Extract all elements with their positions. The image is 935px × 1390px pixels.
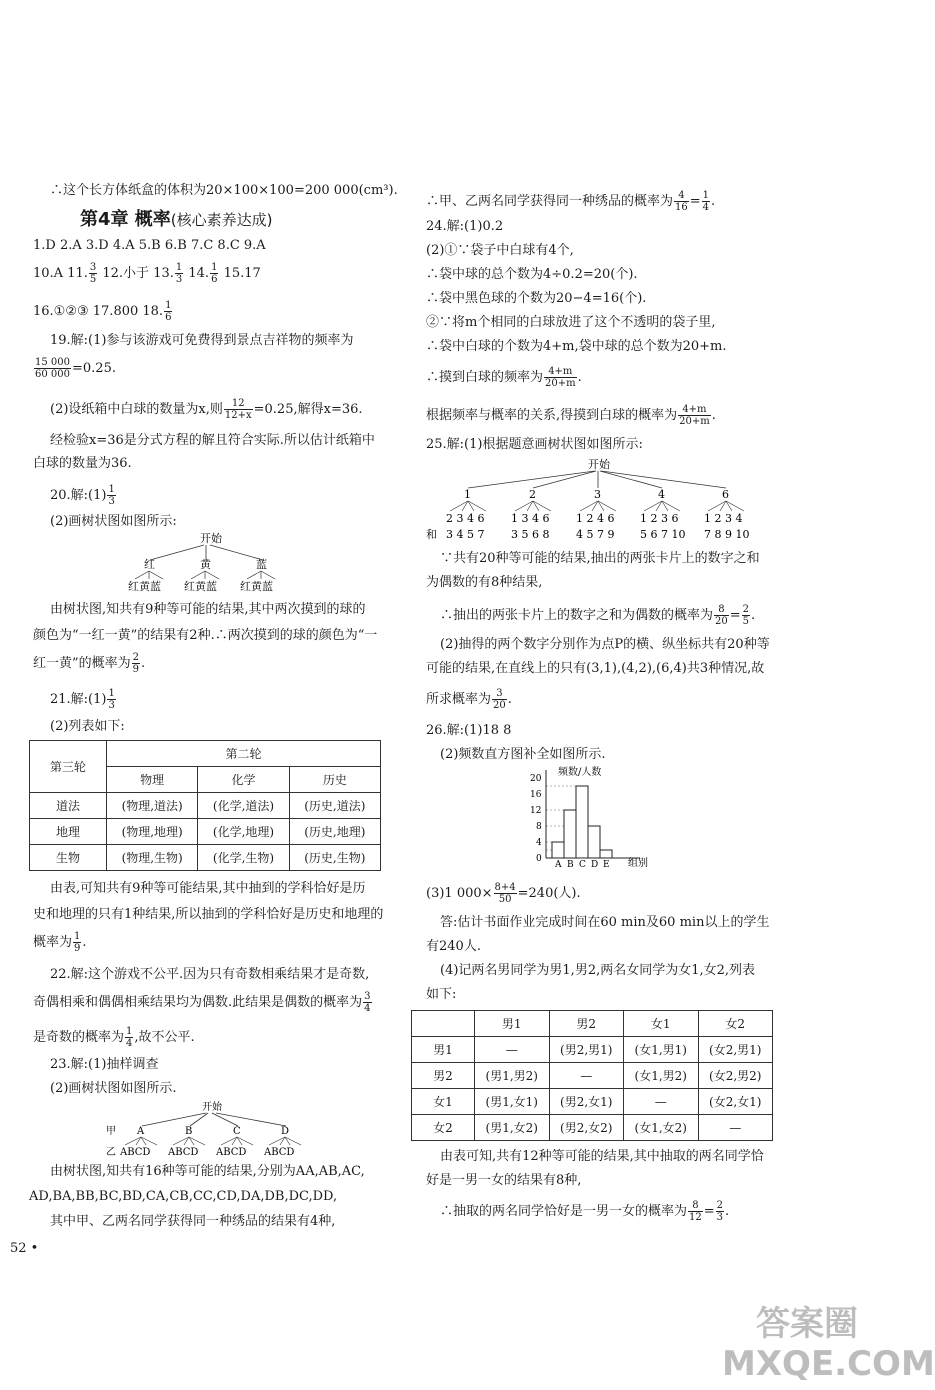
table-cell: (男1,女2) [475, 1115, 550, 1141]
fraction: $\frac{3}{4}$ [364, 991, 371, 1014]
q24-line8: 根据频率与概率的关系,得摸到白球的概率为 $\frac{4+m}{20+m}$ . [426, 404, 716, 427]
q26-line2: (2)频数直方图补全如图所示. [440, 747, 606, 762]
table-cell: — [624, 1089, 699, 1115]
histogram-chart [520, 762, 660, 870]
x-tick-label: E [603, 860, 610, 870]
tree-node: 6 [722, 488, 729, 501]
q21-line2: (2)列表如下: [50, 719, 125, 734]
table-21 [29, 740, 381, 871]
table-cell: — [698, 1115, 773, 1141]
tree-node: 3 [594, 488, 601, 501]
fraction: $\frac{1}{6}$ [211, 262, 218, 285]
table-cell: (历史,生物) [289, 845, 380, 871]
col-header: 女1 [624, 1011, 699, 1037]
y-axis-label: 频数/人数 [558, 767, 602, 778]
tree-sums: 3 5 6 8 [511, 528, 550, 541]
tree-leaves: 1 3 4 6 [511, 512, 550, 525]
table-cell: (物理,道法) [107, 793, 198, 819]
q20-line1: 20.解:(1) $\frac{1}{3}$ [50, 484, 115, 507]
q25-line6: 可能的结果,在直线上的只有(3,1),(4,2),(6,4)共3种情况,故 [426, 661, 765, 676]
x-tick-label: D [591, 860, 599, 870]
col-header: 历史 [289, 767, 380, 793]
tree-leaves: 红黄蓝 [128, 580, 161, 593]
fraction: $\frac{2}{9}$ [132, 652, 140, 675]
ans-15: 15.17 [219, 266, 261, 281]
q24-line4: ∴袋中黑色球的个数为20−4=16(个). [426, 291, 647, 306]
fraction: $\frac{8+4}{50}$ [494, 882, 516, 905]
tree-sums: 7 8 9 10 [704, 528, 750, 541]
q26-line6: (4)记两名男同学为男1,男2,两名女同学为女1,女2,列表 [440, 963, 756, 978]
y-tick-label: 20 [530, 774, 542, 784]
tree-diagram-25 [420, 456, 770, 542]
tree-node: 1 [464, 488, 471, 501]
table-cell: (男2,女1) [549, 1089, 624, 1115]
tree-leaves: ABCD [264, 1147, 295, 1158]
row-header: 生物 [30, 845, 107, 871]
table-cell: (女1,男1) [624, 1037, 699, 1063]
ans-14: 14. [184, 266, 210, 281]
table-26 [411, 1010, 773, 1141]
ans-10-11: 10.A 11. [33, 266, 88, 281]
q21-line1: 21.解:(1) $\frac{1}{3}$ [50, 688, 115, 711]
fraction: $\frac{1}{9}$ [74, 931, 81, 954]
table-cell: (男2,男1) [549, 1037, 624, 1063]
table-cell: — [549, 1063, 624, 1089]
q26-line4: 答:估计书面作业完成时间在60 min及60 min以上的学生 [440, 915, 770, 930]
fraction: $\frac{8}{12}$ [689, 1200, 702, 1223]
table-cell: — [475, 1037, 550, 1063]
table-corner [412, 1011, 475, 1037]
tree-diagram-20 [120, 530, 300, 594]
ans-12-13: 12.小于 13. [98, 266, 174, 281]
ans-16-18: 16.①②③ 17.800 18. [33, 304, 164, 319]
tree-sums: 4 5 7 9 [576, 528, 615, 541]
table-cell: (女2,男1) [698, 1037, 773, 1063]
answers-row-1: 1.D 2.A 3.D 4.A 5.B 6.B 7.C 8.C 9.A [33, 238, 266, 253]
q21-line3: 由表,可知共有9种等可能结果,其中抽到的学科恰好是历 [50, 881, 366, 896]
q26-line3: (3)1 000× $\frac{8+4}{50}$ =240(人). [426, 882, 581, 905]
fraction: $\frac{3}{20}$ [493, 688, 506, 711]
q19-line3: (2)设纸箱中白球的数量为x,则 $\frac{12}{12+x}$ =0.25,解得x=36. [50, 398, 363, 421]
tree-label-yi: 乙 [106, 1147, 116, 1158]
q26-line8: 由表可知,共有12种等可能的结果,其中抽取的两名同学恰 [440, 1149, 764, 1164]
tree-leaves: ABCD [168, 1147, 199, 1158]
q22-line3: 是奇数的概率为 $\frac{1}{4}$ ,故不公平. [33, 1026, 195, 1049]
tree-start: 开始 [200, 532, 222, 545]
tree-node: D [281, 1126, 290, 1137]
fraction: $\frac{2}{3}$ [716, 1200, 724, 1223]
sum-label: 和 [426, 528, 437, 541]
q23-line1: 23.解:(1)抽样调查 [50, 1057, 159, 1072]
page-number: 52 • [10, 1241, 39, 1256]
q25-line5: (2)抽得的两个数字分别作为点P的横、纵坐标共有20种等 [440, 637, 770, 652]
q26-line10: ∴抽取的两名同学恰好是一男一女的概率为 $\frac{8}{12}$ = $\frac{2}{3}$ . [440, 1200, 730, 1223]
answers-row-3 [33, 300, 173, 323]
q24-line7: ∴摸到白球的频率为 $\frac{4+m}{20+m}$ . [426, 366, 582, 389]
tree-leaves: 红黄蓝 [184, 580, 217, 593]
x-axis-label: 组别 [628, 858, 648, 869]
col-header: 男1 [475, 1011, 550, 1037]
fraction: $\frac{1}{4}$ [126, 1026, 133, 1049]
table-cell: (历史,道法) [289, 793, 380, 819]
table-cell: (男1,男2) [475, 1063, 550, 1089]
table-cell: (女2,女1) [698, 1089, 773, 1115]
chapter-title [80, 208, 273, 232]
q21-line5: 概率为 $\frac{1}{9}$ . [33, 931, 87, 954]
q25-line1: 25.解:(1)根据题意画树状图如图所示: [426, 437, 643, 452]
tree-leaves: 1 2 3 6 [640, 512, 679, 525]
fraction: $\frac{1}{6}$ [165, 300, 172, 323]
q22-line2: 奇偶相乘和偶偶相乘结果均为偶数.此结果是偶数的概率为 $\frac{3}{4}$ [33, 991, 371, 1014]
tree-node: 蓝 [256, 558, 267, 571]
q24-line2: (2)①∵袋子中白球有4个, [426, 243, 574, 258]
x-tick-label: C [579, 860, 586, 870]
col-header: 物理 [107, 767, 198, 793]
fraction: $\frac{12}{12+x}$ [224, 398, 252, 421]
tree-node: 2 [529, 488, 536, 501]
y-tick-label: 16 [530, 790, 542, 800]
tree-node: 4 [658, 488, 665, 501]
table-cell: (男2,女2) [549, 1115, 624, 1141]
q22-line1: 22.解:这个游戏不公平.因为只有奇数相乘结果才是奇数, [50, 967, 370, 982]
chapter-title-sub: (核心素养达成) [170, 211, 273, 229]
table-corner: 第三轮 [30, 741, 107, 793]
tree-leaves: 1 2 3 4 [704, 512, 743, 525]
q24-line3: ∴袋中球的总个数为4÷0.2=20(个). [426, 267, 638, 282]
q19-line5: 白球的数量为36. [33, 456, 132, 471]
y-tick-label: 0 [536, 854, 542, 864]
table-cell: (女1,女2) [624, 1115, 699, 1141]
fraction: $\frac{15 000}{60 000}$ [35, 357, 70, 380]
q23-line3: 由树状图,知共有16种等可能的结果,分别为AA,AB,AC, [50, 1164, 365, 1179]
col-header: 化学 [198, 767, 289, 793]
table-top-header: 第二轮 [107, 741, 381, 767]
col-header: 男2 [549, 1011, 624, 1037]
table-cell: (历史,地理) [289, 819, 380, 845]
tree-leaves: 1 2 4 6 [576, 512, 615, 525]
q21-line4: 史和地理的只有1种结果,所以抽到的学科恰好是历史和地理的 [33, 907, 384, 922]
tree-leaves: 2 3 4 6 [446, 512, 485, 525]
fraction: $\frac{1}{4}$ [702, 190, 710, 213]
tree-leaves: ABCD [216, 1147, 247, 1158]
y-tick-label: 12 [530, 806, 542, 816]
q24-line1: 24.解:(1)0.2 [426, 219, 504, 234]
tree-label-jia: 甲 [106, 1126, 116, 1137]
x-tick-label: A [555, 860, 562, 870]
q19-line2: $\frac{15 000}{60 000}$ =0.25. [35, 357, 116, 380]
watermark: 答案圈 MXQE.COM [722, 1304, 935, 1384]
fraction: $\frac{1}{3}$ [108, 484, 115, 507]
fraction: $\frac{8}{20}$ [715, 604, 728, 627]
tree-sums: 3 4 5 7 [446, 528, 485, 541]
q19-line1: 19.解:(1)参与该游戏可免费得到景点吉祥物的频率为 [50, 333, 354, 348]
tree-node: 红 [144, 558, 155, 571]
q25-line3: 为偶数的有8种结果, [426, 575, 543, 590]
fraction: $\frac{4+m}{20+m}$ [545, 366, 576, 389]
row-header: 男1 [412, 1037, 475, 1063]
q24-line5: ②∵将m个相同的白球放进了这个不透明的袋子里, [426, 315, 716, 330]
answers-row-2 [33, 262, 261, 285]
tree-leaves: 红黄蓝 [240, 580, 273, 593]
table-cell: (男1,女1) [475, 1089, 550, 1115]
q26-line5: 有240人. [426, 939, 481, 954]
tree-node: 黄 [200, 558, 211, 571]
q20-line4: 颜色为“一红一黄”的结果有2种.∴两次摸到的球的颜色为“一 [33, 628, 378, 643]
q25-line7: 所求概率为 $\frac{3}{20}$ . [426, 688, 512, 711]
q25-line4: ∴抽出的两张卡片上的数字之和为偶数的概率为 $\frac{8}{20}$ = $\frac{2}{5}$ . [440, 604, 756, 627]
table-cell: (物理,生物) [107, 845, 198, 871]
q19-line4: 经检验x=36是分式方程的解且符合实际.所以估计纸箱中 [50, 433, 375, 448]
q20-line5: 红一黄”的概率为 $\frac{2}{9}$ . [33, 652, 146, 675]
fraction: $\frac{1}{3}$ [175, 262, 183, 285]
bar-E [600, 850, 612, 858]
table-cell: (女1,男2) [624, 1063, 699, 1089]
q20-line3: 由树状图,知共有9种等可能的结果,其中两次摸到的球的 [50, 602, 366, 617]
fraction: $\frac{4}{16}$ [675, 190, 688, 213]
fraction: $\frac{1}{3}$ [108, 688, 115, 711]
bar-C [576, 786, 588, 858]
table-cell: (物理,地理) [107, 819, 198, 845]
table-cell: (化学,道法) [198, 793, 289, 819]
tree-sums: 5 6 7 10 [640, 528, 686, 541]
fraction: $\frac{4+m}{20+m}$ [679, 404, 710, 427]
bar-D [588, 826, 600, 858]
tree-start: 开始 [202, 1102, 222, 1113]
volume-line: ∴这个长方体纸盒的体积为20×100×100=200 000(cm³). [50, 183, 398, 198]
q26-line9: 好是一男一女的结果有8种, [426, 1173, 582, 1188]
bar-B [564, 810, 576, 858]
fraction: $\frac{2}{5}$ [742, 604, 750, 627]
tree-node: C [233, 1126, 241, 1137]
x-tick-label: B [567, 860, 574, 870]
bar-A [552, 842, 564, 858]
tree-diagram-23 [98, 1098, 318, 1158]
table-cell: (女2,男2) [698, 1063, 773, 1089]
chapter-title-main: 第4章 概率 [80, 209, 171, 230]
q23-line2: (2)画树状图如图所示. [50, 1081, 177, 1096]
q23-line5: 其中甲、乙两名同学获得同一种绣品的结果有4种, [50, 1214, 336, 1229]
q24-line6: ∴袋中白球的个数为4+m,袋中球的总个数为20+m. [426, 339, 727, 354]
q26-line1: 26.解:(1)18 8 [426, 723, 512, 738]
y-tick-label: 8 [536, 822, 542, 832]
row-header: 道法 [30, 793, 107, 819]
row-header: 男2 [412, 1063, 475, 1089]
tree-node: A [137, 1126, 145, 1137]
row-header: 女1 [412, 1089, 475, 1115]
q26-line7: 如下: [426, 987, 457, 1002]
table-cell: (化学,生物) [198, 845, 289, 871]
col-header: 女2 [698, 1011, 773, 1037]
fraction: $\frac{3}{5}$ [89, 262, 97, 285]
row-header: 女2 [412, 1115, 475, 1141]
q23-line4: AD,BA,BB,BC,BD,CA,CB,CC,CD,DA,DB,DC,DD, [29, 1189, 338, 1204]
q20-line2: (2)画树状图如图所示: [50, 514, 177, 529]
tree-node: B [185, 1126, 193, 1137]
table-cell: (化学,地理) [198, 819, 289, 845]
row-header: 地理 [30, 819, 107, 845]
y-tick-label: 4 [536, 838, 542, 848]
tree-start: 开始 [588, 458, 610, 471]
tree-leaves: ABCD [120, 1147, 151, 1158]
r-line0: ∴甲、乙两名同学获得同一种绣品的概率为 $\frac{4}{16}$ = $\frac{1}{4}$ . [426, 190, 716, 213]
q25-line2: ∵共有20种等可能的结果,抽出的两张卡片上的数字之和 [440, 551, 760, 566]
